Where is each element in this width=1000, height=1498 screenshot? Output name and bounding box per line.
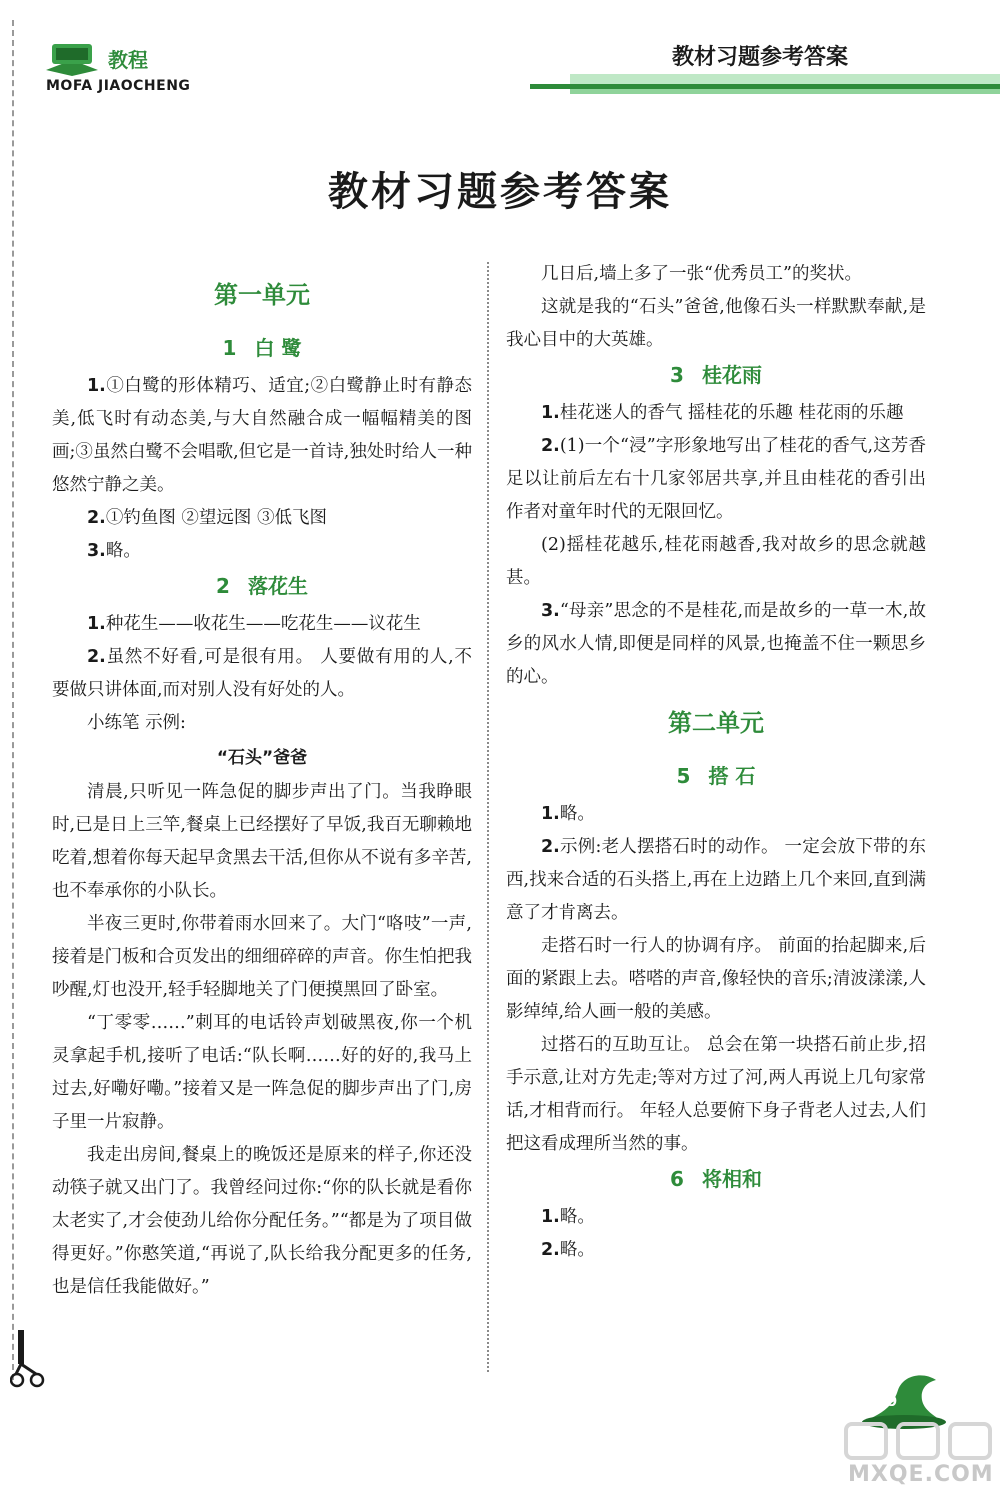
answer-item: 2.(1)一个“浸”字形象地写出了桂花的香气,这芳香足以让前后左右十几家邻居共享,并且由桂花的香引出作者对童年时代的无限回忆。	[506, 436, 926, 522]
answer-item: 1.桂花迷人的香气 摇桂花的乐趣 桂花雨的乐趣	[541, 403, 904, 423]
essay-paragraph: 几日后,墙上多了一张“优秀员工”的奖状。	[541, 264, 862, 284]
lesson-title: 落花生	[247, 574, 308, 598]
answer-item: 1.略。	[541, 804, 595, 824]
answer-item: (2)摇桂花越乐,桂花雨越香,我对故乡的思念就越甚。	[506, 535, 926, 588]
left-column	[52, 272, 472, 1304]
lesson-number: 2	[216, 574, 230, 598]
answer-item: 3.略。	[87, 541, 141, 561]
answer-item: 走搭石时一行人的协调有序。 前面的抬起脚来,后面的紧跟上去。嗒嗒的声音,像轻快的音乐;清波漾漾,人影绰绰,给人画一般的美感。	[506, 936, 926, 1022]
binding-dashed-line	[12, 20, 14, 1380]
column-divider	[487, 262, 489, 1372]
answer-item: 1.略。	[541, 1207, 595, 1227]
logo-en-text: MOFA JIAOCHENG	[46, 78, 191, 94]
lesson-number: 1	[222, 336, 237, 360]
lesson-number: 6	[670, 1167, 684, 1191]
lesson-heading-1	[52, 330, 472, 370]
answer-item: 1.①白鹭的形体精巧、适宜;②白鹭静止时有静态美,低飞时有动态美,与大自然融合成一幅幅精美的图画;③虽然白鹭不会唱歌,但它是一首诗,独处时给人一种悠然宁静之美。	[52, 376, 472, 495]
lesson-heading-3	[506, 357, 926, 397]
header-green-bar	[530, 70, 1000, 96]
lesson-title: 白 鹭	[254, 336, 302, 360]
unit-heading-1: 第一单元	[214, 281, 310, 309]
lesson-number: 5	[676, 764, 691, 788]
answer-item: 3.“母亲”思念的不是桂花,而是故乡的一草一木,故乡的风水人情,即便是同样的风景,也掩盖不住一颗思乡的心。	[506, 601, 926, 687]
watermark-text: MXQE.COM	[848, 1462, 994, 1487]
lesson-title: 搭 石	[708, 764, 756, 788]
essay-title: “石头”爸爸	[216, 748, 308, 768]
page-title: 教材习题参考答案	[328, 169, 672, 215]
lesson-title: 桂花雨	[701, 363, 762, 387]
lesson-heading-6	[506, 1161, 926, 1201]
book-logo-icon	[42, 40, 102, 76]
essay-paragraph: “丁零零……”刺耳的电话铃声划破黑夜,你一个机灵拿起手机,接听了电话:“队长啊……好的好的,我马上过去,好嘞好嘞。”接着又是一阵急促的脚步声出了门,房子里一片寂静。	[52, 1013, 472, 1132]
practice-label: 小练笔 示例:	[87, 713, 186, 733]
lesson-heading-5	[506, 758, 926, 798]
essay-paragraph: 半夜三更时,你带着雨水回来了。大门“咯吱”一声,接着是门板和合页发出的细细碎碎的声音。你生怕把我吵醒,灯也没开,轻手轻脚地关了门便摸黑回了卧室。	[52, 914, 472, 1000]
answer-item: 2.①钓鱼图 ②望远图 ③低飞图	[87, 508, 327, 528]
answer-item: 2.示例:老人摆搭石时的动作。 一定会放下带的东西,找来合适的石头搭上,再在上边踏上几个来回,直到满意了才肯离去。	[506, 837, 926, 923]
page-number: 269	[868, 1394, 898, 1410]
answer-item: 2.虽然不好看,可是很有用。 人要做有用的人,不要做只讲体面,而对别人没有好处的人。	[52, 647, 472, 700]
lesson-heading-2	[52, 568, 472, 608]
scissors-icon	[10, 1330, 50, 1390]
answer-item: 过搭石的互助互让。 总会在第一块搭石前止步,招手示意,让对方先走;等对方过了河,两人再说上几句家常话,才相背而行。 年轻人总要俯下身子背老人过去,人们把这看成理所当然的事。	[506, 1035, 926, 1154]
essay-paragraph: 清晨,只听见一阵急促的脚步声出了门。当我睁眼时,已是日上三竿,餐桌上已经摆好了早饭,我百无聊赖地吃着,想着你每天起早贪黑去干活,但你从不说有多辛苦,也不奉承你的小队长。	[52, 782, 472, 901]
right-column	[506, 258, 926, 1267]
brand-logo	[42, 40, 272, 100]
lesson-title: 将相和	[701, 1167, 762, 1191]
answer-item: 1.种花生——收花生——吃花生——议花生	[87, 614, 421, 634]
lesson-number: 3	[670, 363, 684, 387]
essay-paragraph: 我走出房间,餐桌上的晚饭还是原来的样子,你还没动筷子就又出门了。我曾经问过你:“你的队长就是看你太老实了,才会使劲儿给你分配任务。”“都是为了项目做得更好。”你憨笑道,“再说了,队长给我分配更多的任务,也是信任我能做好。”	[52, 1145, 472, 1297]
header-section-title: 教材习题参考答案	[671, 45, 848, 70]
answer-item: 2.略。	[541, 1240, 595, 1260]
logo-cn-text: 教程	[108, 48, 148, 72]
essay-paragraph: 这就是我的“石头”爸爸,他像石头一样默默奉献,是我心目中的大英雄。	[506, 297, 926, 350]
unit-heading-2: 第二单元	[668, 709, 764, 737]
